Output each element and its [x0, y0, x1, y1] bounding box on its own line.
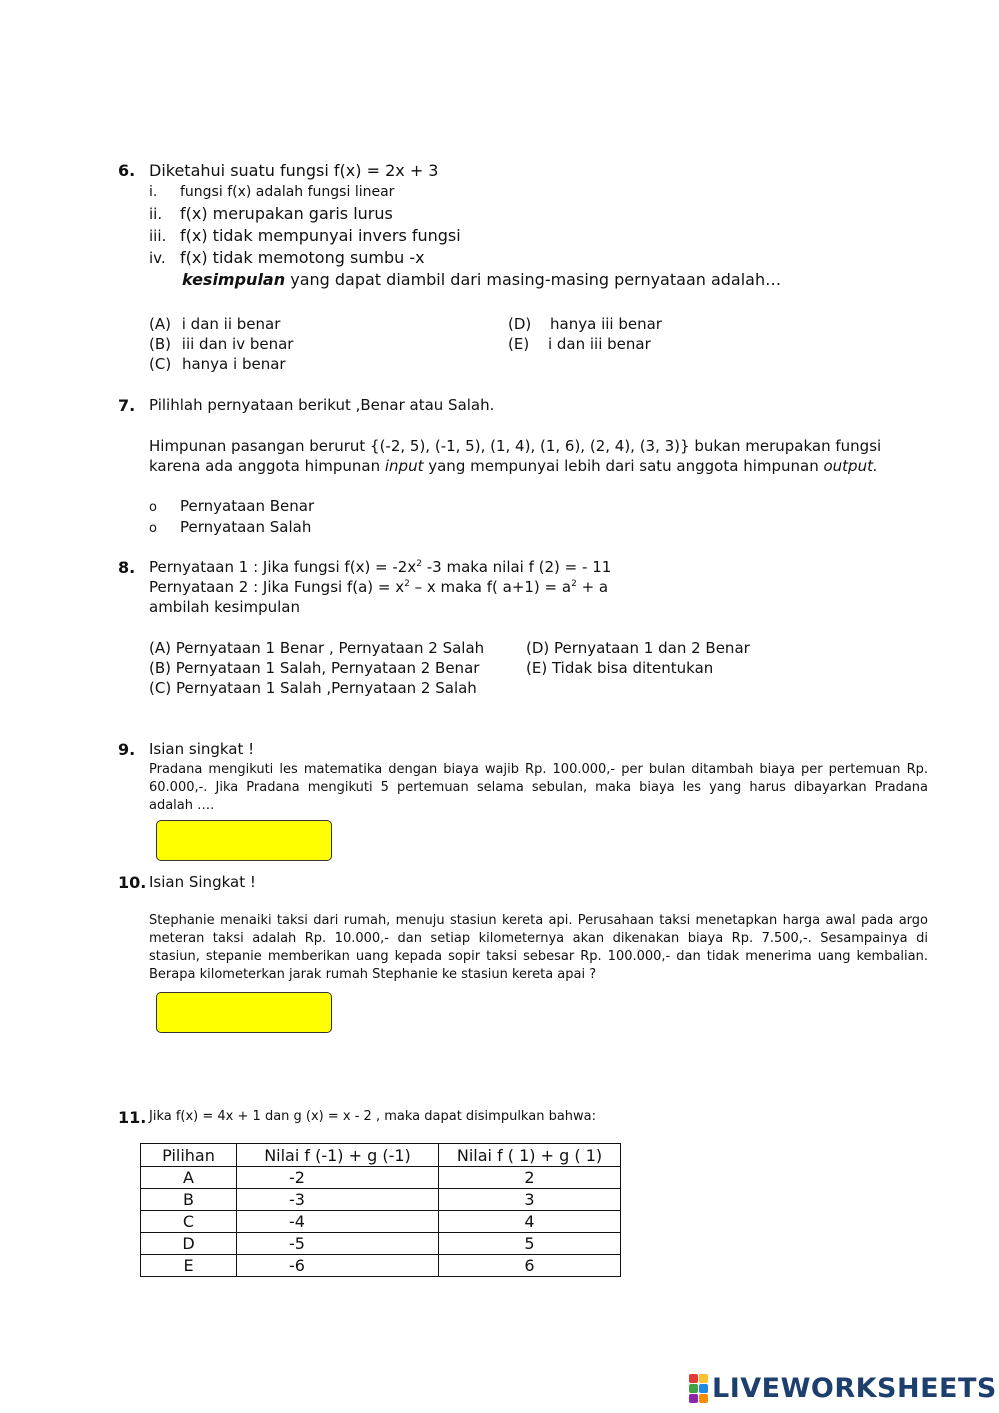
- q6-number: 6.: [118, 161, 136, 180]
- q6-conclusion-text: yang dapat diambil dari masing-masing pernyataan adalah…: [290, 270, 782, 289]
- q10-answer-input[interactable]: [156, 992, 332, 1033]
- option-key: (C): [149, 679, 172, 697]
- choice-label: Pernyataan Salah: [180, 518, 312, 536]
- option-text: Pernyataan 1 Salah, Pernyataan 2 Benar: [175, 659, 480, 677]
- option-text: hanya iii benar: [550, 315, 662, 333]
- q6-item-text: fungsi f(x) adalah fungsi linear: [180, 184, 395, 200]
- option-key: (A): [149, 639, 171, 657]
- q7-text: karena ada anggota himpunan: [149, 457, 385, 475]
- liveworksheets-wordmark: LIVEWORKSHEETS: [712, 1372, 997, 1404]
- option-text: hanya i benar: [181, 355, 286, 373]
- table-cell: -5: [237, 1233, 439, 1255]
- q7-statement-line1: Himpunan pasangan berurut {(-2, 5), (-1, 5), (1, 4), (1, 6), (2, 4), (3, 3)} bukan merupakan fungsi: [149, 437, 882, 455]
- q6-item-marker: ii.: [149, 205, 163, 223]
- table-cell: -3: [237, 1189, 439, 1211]
- option-text: iii dan iv benar: [181, 335, 294, 353]
- table-header-row: [141, 1144, 621, 1167]
- q10-number: 10.: [118, 873, 147, 892]
- table-cell: 5: [439, 1233, 621, 1255]
- table-cell: -4: [237, 1211, 439, 1233]
- q9-problem: [149, 761, 928, 815]
- option-text: i dan ii benar: [181, 315, 281, 333]
- q6-item-text: f(x) tidak memotong sumbu -x: [180, 248, 425, 267]
- logo-mark-cell: [689, 1394, 698, 1403]
- q7-number: 7.: [118, 396, 136, 415]
- q9-problem-line: Pradana mengikuti les matematika dengan biaya wajib Rp. 100.000,- per bulan ditambah biaya per pertemuan Rp.: [149, 762, 928, 777]
- q6-conclusion: [182, 270, 781, 289]
- liveworksheets-mark-icon: [689, 1374, 708, 1403]
- q8-option-e[interactable]: [526, 659, 713, 677]
- option-key: (E): [508, 335, 530, 353]
- q10-problem: [149, 912, 928, 984]
- table-cell: 3: [439, 1189, 621, 1211]
- q8-option-a[interactable]: [149, 639, 484, 657]
- q11-stem: Jika f(x) = 4x + 1 dan g (x) = x - 2 , maka dapat disimpulkan bahwa:: [149, 1109, 597, 1124]
- q6-item-marker: iv.: [149, 249, 166, 267]
- q6-option-c[interactable]: [149, 355, 286, 373]
- table-cell: B: [141, 1189, 237, 1211]
- q8-text: Pernyataan 1 : Jika fungsi f(x) = -2x: [149, 558, 417, 576]
- q10-problem-line: stasiun, stepanie memberikan uang kepada sopir taksi sebesar Rp. 100.000,- dan tidak menerima uang kembalian.: [149, 949, 928, 964]
- q8-option-d[interactable]: [526, 639, 750, 657]
- q8-text: + a: [576, 578, 609, 596]
- q6-option-e[interactable]: [508, 335, 651, 353]
- q10-problem-line: Berapa kilometerkan jarak rumah Stephanie ke stasiun kereta apai ?: [149, 967, 597, 982]
- option-key: (B): [149, 659, 171, 677]
- q6-item-marker: i.: [149, 184, 158, 200]
- option-text: Pernyataan 1 Benar , Pernyataan 2 Salah: [175, 639, 485, 657]
- table-cell: 4: [439, 1211, 621, 1233]
- q7-choice-salah[interactable]: [149, 518, 312, 536]
- option-text: i dan iii benar: [547, 335, 651, 353]
- table-cell: -2: [237, 1167, 439, 1189]
- q7-term-output: output.: [823, 457, 878, 475]
- q9-stem: Isian singkat !: [149, 740, 255, 758]
- q8-exponent: 2: [416, 559, 422, 569]
- liveworksheets-logo[interactable]: [689, 1373, 997, 1403]
- table-row[interactable]: [141, 1255, 621, 1277]
- q7-term-input: input: [384, 457, 424, 475]
- q8-statement-2: [149, 578, 608, 596]
- q6-conclusion-keyword: kesimpulan: [182, 270, 286, 289]
- q8-number: 8.: [118, 558, 136, 577]
- radio-icon: o: [149, 521, 157, 536]
- q10-problem-line: Stephanie menaiki taksi dari rumah, menuju stasiun kereta api. Perusahaan taksi menetapkan harga awal pada argo: [149, 913, 928, 928]
- table-row[interactable]: [141, 1189, 621, 1211]
- logo-mark-cell: [699, 1384, 708, 1393]
- q10-stem: Isian Singkat !: [149, 873, 256, 891]
- option-key: (D): [508, 315, 532, 333]
- q11-number: 11.: [118, 1108, 147, 1127]
- logo-mark-cell: [699, 1374, 708, 1383]
- table-cell: E: [141, 1255, 237, 1277]
- q6-item-text: f(x) merupakan garis lurus: [180, 204, 393, 223]
- q8-text: -3 maka nilai f (2) = - 11: [421, 558, 612, 576]
- table-row[interactable]: [141, 1167, 621, 1189]
- column-header: Pilihan: [141, 1144, 237, 1167]
- logo-mark-cell: [689, 1374, 698, 1383]
- q11-answer-table: [140, 1143, 621, 1277]
- column-header: Nilai f ( 1) + g ( 1): [439, 1144, 621, 1167]
- option-key: (B): [149, 335, 171, 353]
- table-row[interactable]: [141, 1233, 621, 1255]
- option-text: Pernyataan 1 Salah ,Pernyataan 2 Salah: [175, 679, 477, 697]
- table-cell: A: [141, 1167, 237, 1189]
- table-cell: 2: [439, 1167, 621, 1189]
- q8-exponent: 2: [404, 579, 410, 589]
- q8-statement-1: [149, 558, 611, 576]
- q9-problem-line: 60.000,-. Jika Pradana mengikuti 5 pertemuan selama sebulan, maka biaya les yang harus dibayarkan Pradana: [149, 780, 928, 795]
- q8-text: Pernyataan 2 : Jika Fungsi f(a) = x: [149, 578, 405, 596]
- q8-option-c[interactable]: [149, 679, 477, 697]
- q6-option-a[interactable]: [149, 315, 280, 333]
- radio-icon: o: [149, 500, 157, 515]
- q9-problem-line: adalah ….: [149, 798, 215, 813]
- q7-choice-benar[interactable]: [149, 497, 315, 515]
- q7-stem: Pilihlah pernyataan berikut ,Benar atau Salah.: [149, 396, 495, 414]
- q6-option-d[interactable]: [508, 315, 662, 333]
- choice-label: Pernyataan Benar: [180, 497, 315, 515]
- option-key: (C): [149, 355, 172, 373]
- logo-mark-cell: [699, 1394, 708, 1403]
- q8-exponent: 2: [571, 579, 577, 589]
- table-cell: 6: [439, 1255, 621, 1277]
- q10-problem-line: meteran taksi adalah Rp. 10.000,- dan setiap kilometernya akan dikenakan biaya Rp. 7.500,-. Sesampainya di: [149, 931, 928, 946]
- option-key: (A): [149, 315, 171, 333]
- option-text: Tidak bisa ditentukan: [551, 659, 714, 677]
- column-header: Nilai f (-1) + g (-1): [237, 1144, 439, 1167]
- q8-instruction: ambilah kesimpulan: [149, 598, 300, 616]
- option-key: (E): [526, 659, 548, 677]
- q6-option-b[interactable]: [149, 335, 293, 353]
- logo-mark-cell: [689, 1384, 698, 1393]
- q8-option-b[interactable]: [149, 659, 479, 677]
- table-row[interactable]: [141, 1211, 621, 1233]
- table-cell: C: [141, 1211, 237, 1233]
- q7-statement-line2: [149, 457, 878, 475]
- q6-stem: Diketahui suatu fungsi f(x) = 2x + 3: [149, 161, 439, 180]
- q9-number: 9.: [118, 740, 136, 759]
- table-cell: -6: [237, 1255, 439, 1277]
- q7-text: yang mempunyai lebih dari satu anggota himpunan: [423, 457, 824, 475]
- option-text: Pernyataan 1 dan 2 Benar: [554, 639, 750, 657]
- q8-text: – x maka f( a+1) = a: [409, 578, 572, 596]
- q6-item-marker: iii.: [149, 227, 167, 245]
- table-cell: D: [141, 1233, 237, 1255]
- option-key: (D): [526, 639, 550, 657]
- q6-item-text: f(x) tidak mempunyai invers fungsi: [180, 226, 461, 245]
- q9-answer-input[interactable]: [156, 820, 332, 861]
